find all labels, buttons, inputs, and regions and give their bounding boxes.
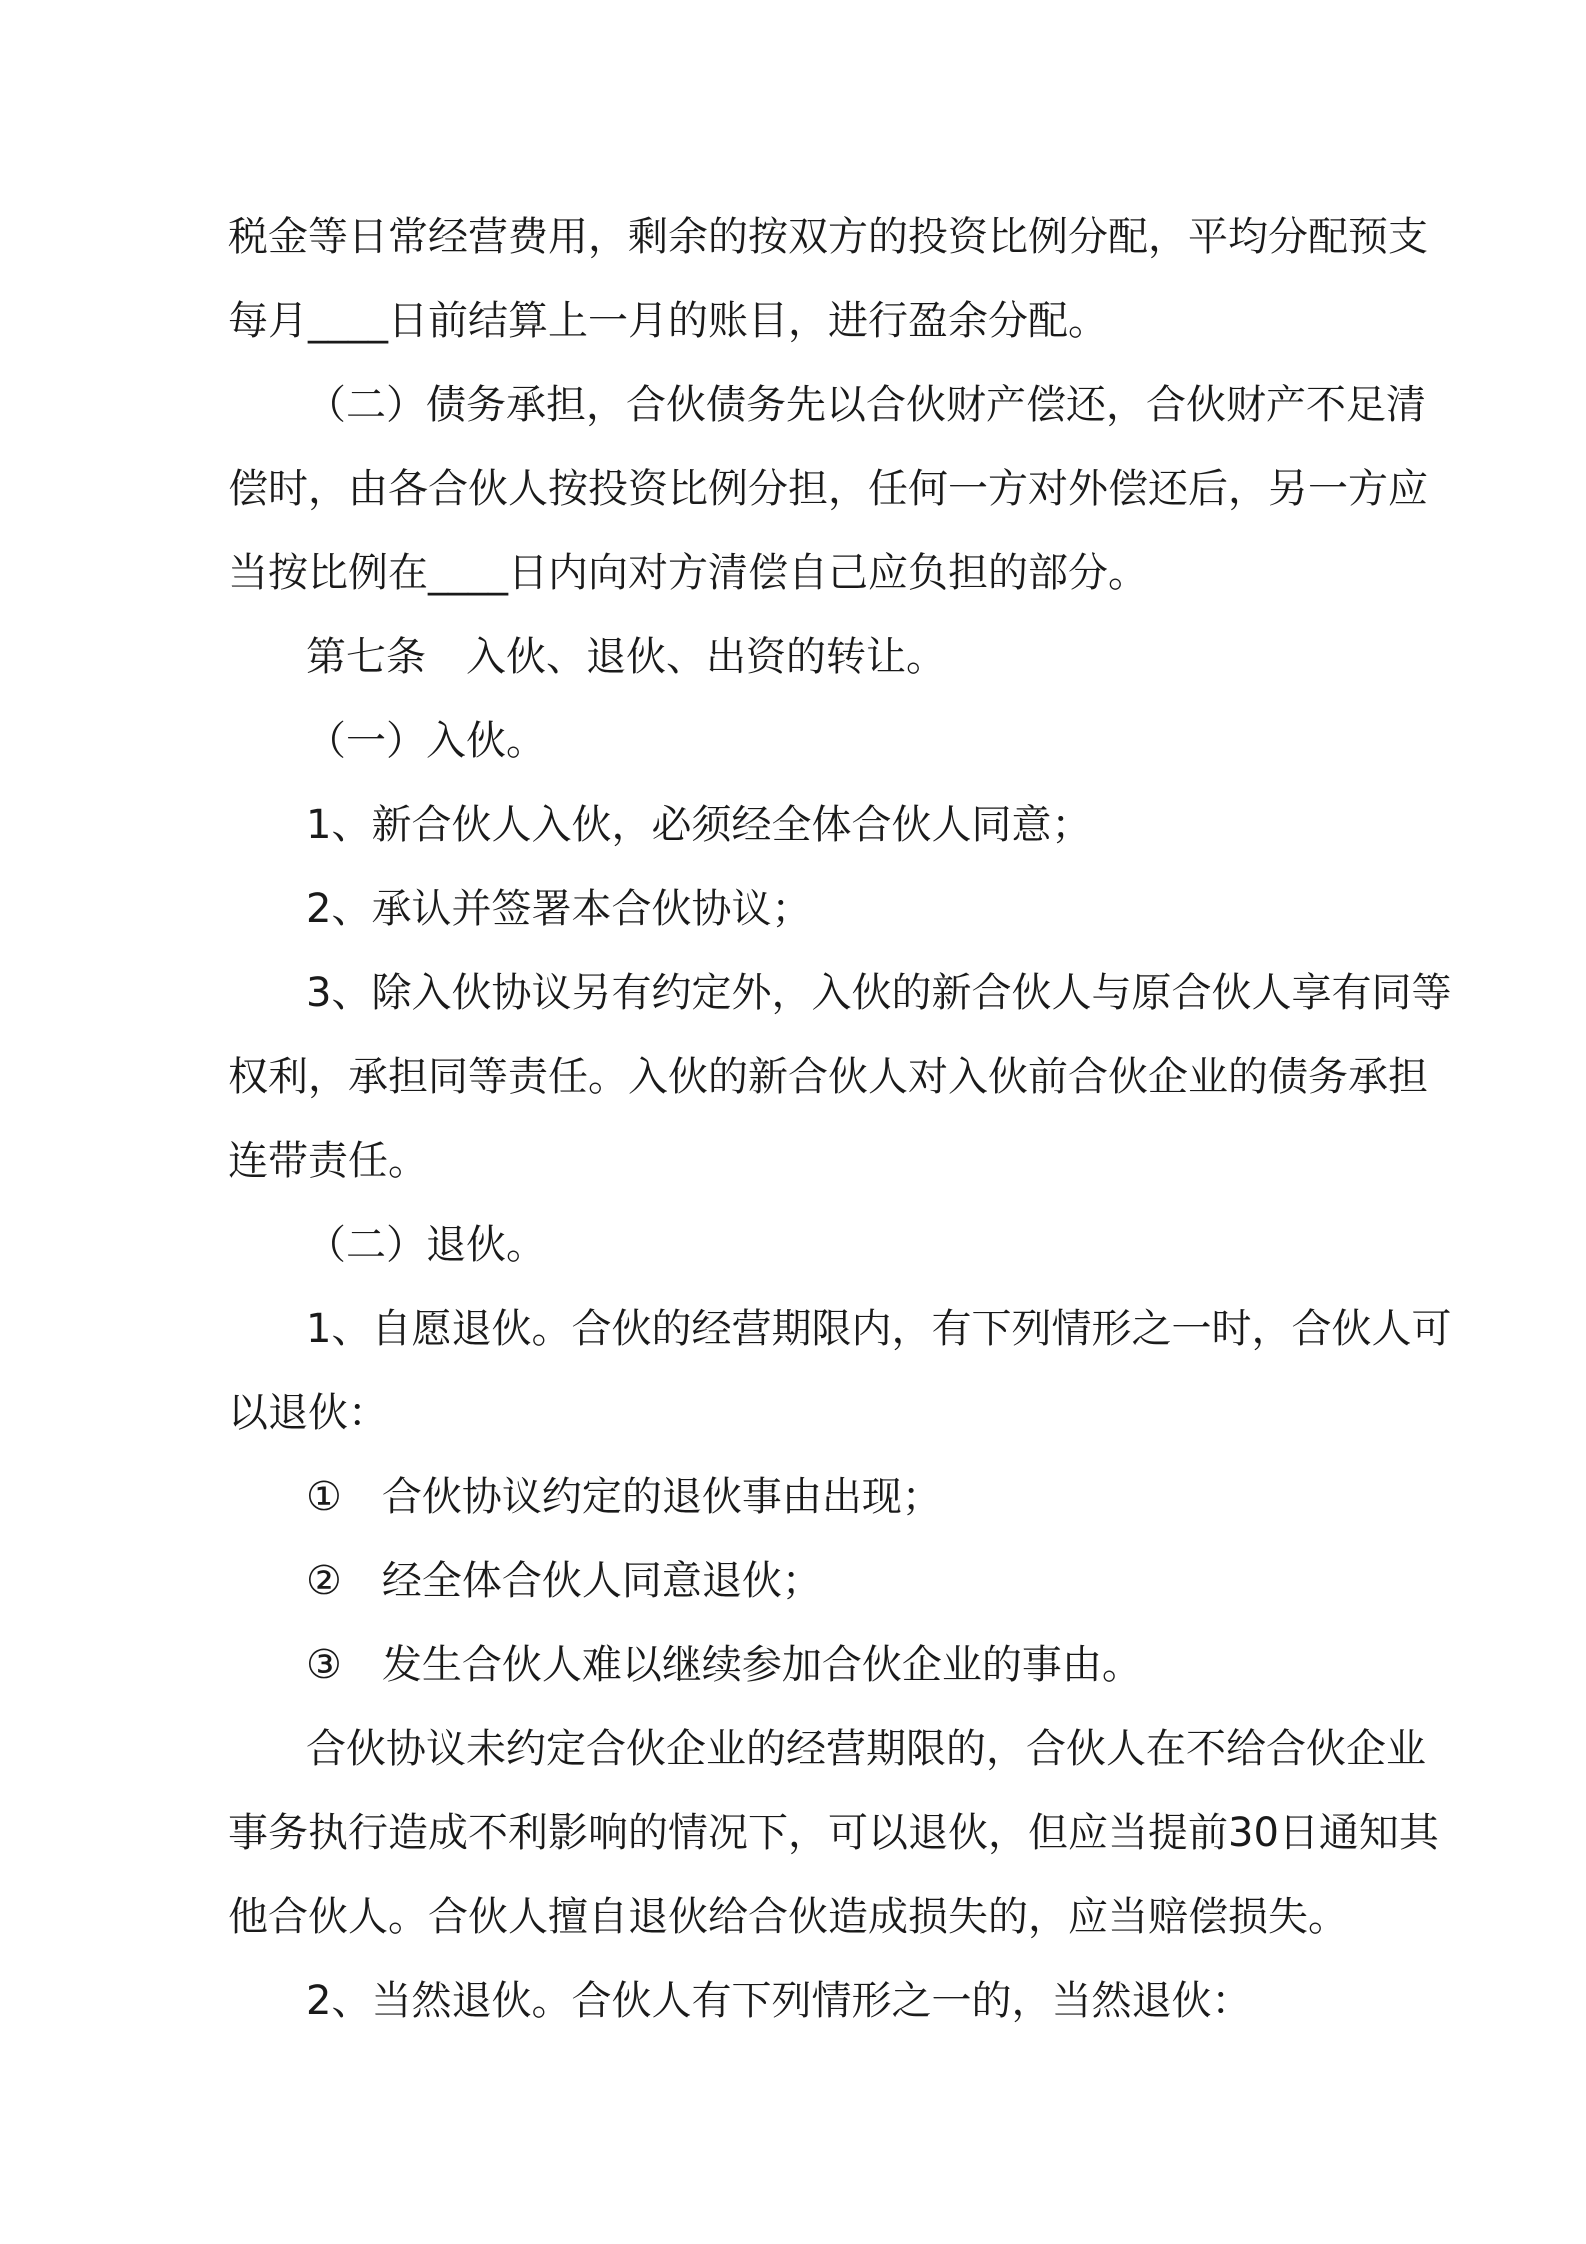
section-heading: （一）入伙。 [306,718,546,764]
article-heading: 第七条 入伙、退伙、出资的转让。 [306,634,946,680]
text-line: 每月____日前结算上一月的账目，进行盈余分配。 [228,298,1108,344]
text-line: 合伙协议未约定合伙企业的经营期限的，合伙人在不给合伙企业 [306,1726,1426,1772]
text-line: 偿时，由各合伙人按投资比例分担，任何一方对外偿还后，另一方应 [228,466,1428,512]
list-item: 2、当然退伙。合伙人有下列情形之一的，当然退伙： [306,1978,1252,2024]
text-line: 以退伙： [228,1390,388,1436]
text-line: 他合伙人。合伙人擅自退伙给合伙造成损失的，应当赔偿损失。 [228,1894,1348,1940]
text-line: 权利，承担同等责任。入伙的新合伙人对入伙前合伙企业的债务承担 [228,1054,1428,1100]
list-item: 1、自愿退伙。合伙的经营期限内，有下列情形之一时，合伙人可 [306,1306,1452,1352]
circled-list-item: ② 经全体合伙人同意退伙； [306,1558,822,1604]
list-item: 1、新合伙人入伙，必须经全体合伙人同意； [306,802,1092,848]
section-heading: （二）退伙。 [306,1222,546,1268]
text-line: （二）债务承担，合伙债务先以合伙财产偿还，合伙财产不足清 [306,382,1426,428]
text-line: 税金等日常经营费用，剩余的按双方的投资比例分配，平均分配预支 [228,214,1428,260]
list-item: 3、除入伙协议另有约定外，入伙的新合伙人与原合伙人享有同等 [306,970,1452,1016]
document-body [228,195,1452,2043]
text-line: 事务执行造成不利影响的情况下，可以退伙，但应当提前30日通知其 [228,1810,1439,1856]
circled-list-item: ① 合伙协议约定的退伙事由出现； [306,1474,942,1520]
list-item: 2、承认并签署本合伙协议； [306,886,812,932]
circled-list-item: ③ 发生合伙人难以继续参加合伙企业的事由。 [306,1642,1142,1688]
text-line: 连带责任。 [228,1138,428,1184]
text-line: 当按比例在____日内向对方清偿自己应负担的部分。 [228,550,1148,596]
